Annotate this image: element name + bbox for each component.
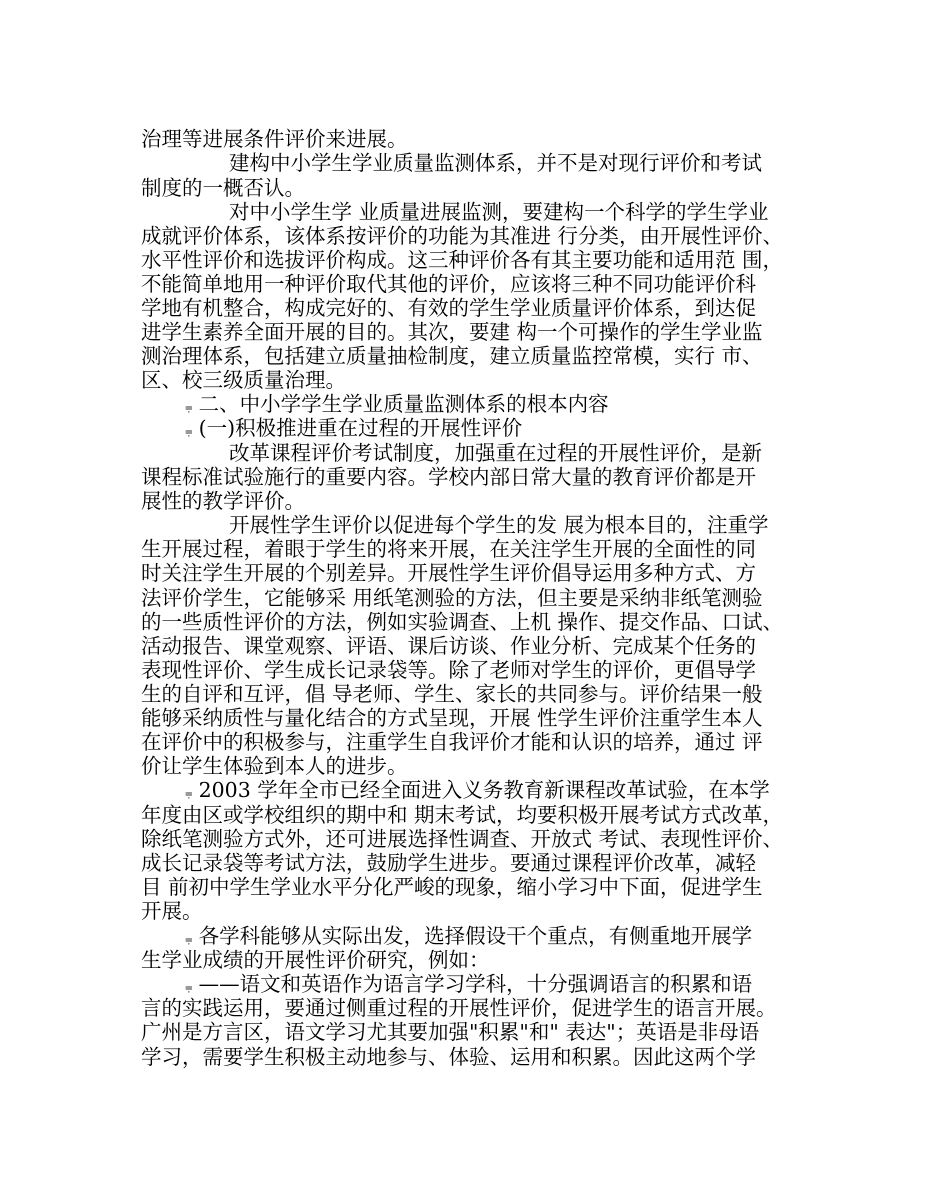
line-text: 开展。 — [141, 899, 203, 923]
line-text: 2003 学年全市已经全面进入义务教育新课程改革试验，在本学 — [198, 778, 770, 802]
bullet-mark: ⩦ — [185, 424, 193, 439]
line-text: 言的实践运用，要通过侧重过程的开展性评价，促进学生的语言开展。 — [141, 996, 777, 1020]
bullet-mark: ⩦ — [185, 400, 193, 415]
paragraph-line — [141, 706, 831, 730]
line-text: 对中小学生学 业质量进展监测，要建构一个科学的学生学业 — [229, 200, 769, 224]
line-text: 区、校三级质量治理。 — [141, 368, 346, 392]
paragraph-line — [141, 465, 831, 489]
line-text: ——语文和英语作为语言学习学科，十分强调语言的积累和语 — [198, 972, 753, 996]
line-text: 成就评价体系，该体系按评价的功能为其准进 行分类，由开展性评价、 — [141, 224, 784, 248]
line-text: 的一些质性评价的方法，例如实验调查、上机 操作、提交作品、口试、 — [141, 610, 784, 634]
paragraph-line — [141, 513, 831, 537]
line-text: 制度的一概否认。 — [141, 176, 305, 200]
bullet-mark: ⩦ — [185, 786, 193, 801]
paragraph-line — [141, 272, 831, 296]
paragraph-line — [141, 1020, 831, 1044]
line-text: 开展性学生评价以促进每个学生的发 展为根本目的，注重学 — [229, 513, 769, 537]
paragraph-line — [141, 754, 831, 778]
paragraph-line — [141, 948, 831, 972]
paragraph-marked-line — [141, 416, 831, 444]
line-text: 不能简单地用一种评价取代其他的评价，应该将三种不同功能评价科 — [141, 272, 756, 296]
line-text: 活动报告、课堂观察、评语、课后访谈、作业分析、完成某个任务的 — [141, 634, 756, 658]
line-text: 生学业成绩的开展性评价研究，例如： — [141, 948, 490, 972]
paragraph-line — [141, 151, 831, 175]
line-text: 生的自评和互评，倡 导老师、学生、家长的共同参与。评价结果一般 — [141, 682, 763, 706]
line-text: 目 前初中学生学业水平分化严峻的现象，缩小学习中下面，促进学生 — [141, 875, 763, 899]
paragraph-line — [141, 441, 831, 465]
paragraph-line — [141, 682, 831, 706]
paragraph-line — [141, 200, 831, 224]
line-text: 课程标准试验施行的重要内容。学校内部日常大量的教育评价都是开 — [141, 465, 756, 489]
paragraph-line — [141, 803, 831, 827]
paragraph-line — [141, 658, 831, 682]
paragraph-line — [141, 730, 831, 754]
line-text: 治理等进展条件评价来进展。 — [141, 127, 408, 151]
paragraph-line — [141, 875, 831, 899]
line-text: 广州是方言区，语文学习尤其要加强"积累"和" 表达"；英语是非母语 — [141, 1020, 760, 1044]
line-text: 时关注学生开展的个别差异。开展性学生评价倡导运用多种方式、方 — [141, 561, 756, 585]
line-text: 建构中小学生学业质量监测体系，并不是对现行评价和考试 — [229, 151, 762, 175]
line-text: 年度由区或学校组织的期中和 期末考试，均要积极开展考试方式改革， — [141, 803, 784, 827]
line-text: 生开展过程，着眼于学生的将来开展，在关注学生开展的全面性的同 — [141, 537, 756, 561]
paragraph-line — [141, 634, 831, 658]
line-text: 各学科能够从实际出发，选择假设干个重点，有侧重地开展学 — [198, 924, 753, 948]
paragraph-line — [141, 996, 831, 1020]
paragraph-line — [141, 610, 831, 634]
paragraph-line — [141, 248, 831, 272]
paragraph-line — [141, 320, 831, 344]
paragraph-line — [141, 344, 831, 368]
paragraph-line — [141, 586, 831, 610]
paragraph-line — [141, 851, 831, 875]
paragraph-line — [141, 224, 831, 248]
line-text: 成长记录袋等考试方法，鼓励学生进步。要通过课程评价改革，减轻 — [141, 851, 756, 875]
line-text: 展性的教学评价。 — [141, 489, 305, 513]
paragraph-line — [141, 368, 831, 392]
line-text: 法评价学生，它能够采 用纸笔测验的方法，但主要是采纳非纸笔测验 — [141, 586, 763, 610]
paragraph-line — [141, 489, 831, 513]
line-text: 能够采纳质性与量化结合的方式呈现，开展 性学生评价注重学生本人 — [141, 706, 763, 730]
line-text: 价让学生体验到本人的进步。 — [141, 754, 408, 778]
line-text: 水平性评价和选拔评价构成。这三种评价各有其主要功能和适用范 围， — [141, 248, 784, 272]
line-text: 改革课程评价考试制度，加强重在过程的开展性评价，是新 — [229, 441, 762, 465]
bullet-mark: ⩦ — [185, 980, 193, 995]
paragraph-line — [141, 127, 831, 151]
paragraph-line — [141, 899, 831, 923]
paragraph-line — [141, 1045, 831, 1069]
line-text: 除纸笔测验方式外，还可进展选择性调查、开放式 考试、表现性评价、 — [141, 827, 784, 851]
paragraph-line — [141, 537, 831, 561]
line-text: 学地有机整合，构成完好的、有效的学生学业质量评价体系，到达促 — [141, 296, 756, 320]
line-text: 表现性评价、学生成长记录袋等。除了老师对学生的评价，更倡导学 — [141, 658, 756, 682]
paragraph-line — [141, 561, 831, 585]
line-text: 进学生素养全面开展的目的。其次，要建 构一个可操作的学生学业监 — [141, 320, 763, 344]
paragraph-marked-line — [141, 778, 831, 806]
paragraph-line — [141, 296, 831, 320]
line-text: 学习，需要学生积极主动地参与、体验、运用和积累。因此这两个学 — [141, 1045, 756, 1069]
line-text: 二、中小学学生学业质量监测体系的根本内容 — [198, 392, 609, 416]
line-text: 在评价中的积极参与，注重学生自我评价才能和认识的培养，通过 评 — [141, 730, 763, 754]
line-text: (一)积极推进重在过程的开展性评价 — [198, 416, 523, 440]
line-text: 测治理体系，包括建立质量抽检制度，建立质量监控常模，实行 市、 — [141, 344, 763, 368]
paragraph-line — [141, 176, 831, 200]
bullet-mark: ⩦ — [185, 932, 193, 947]
paragraph-line — [141, 827, 831, 851]
